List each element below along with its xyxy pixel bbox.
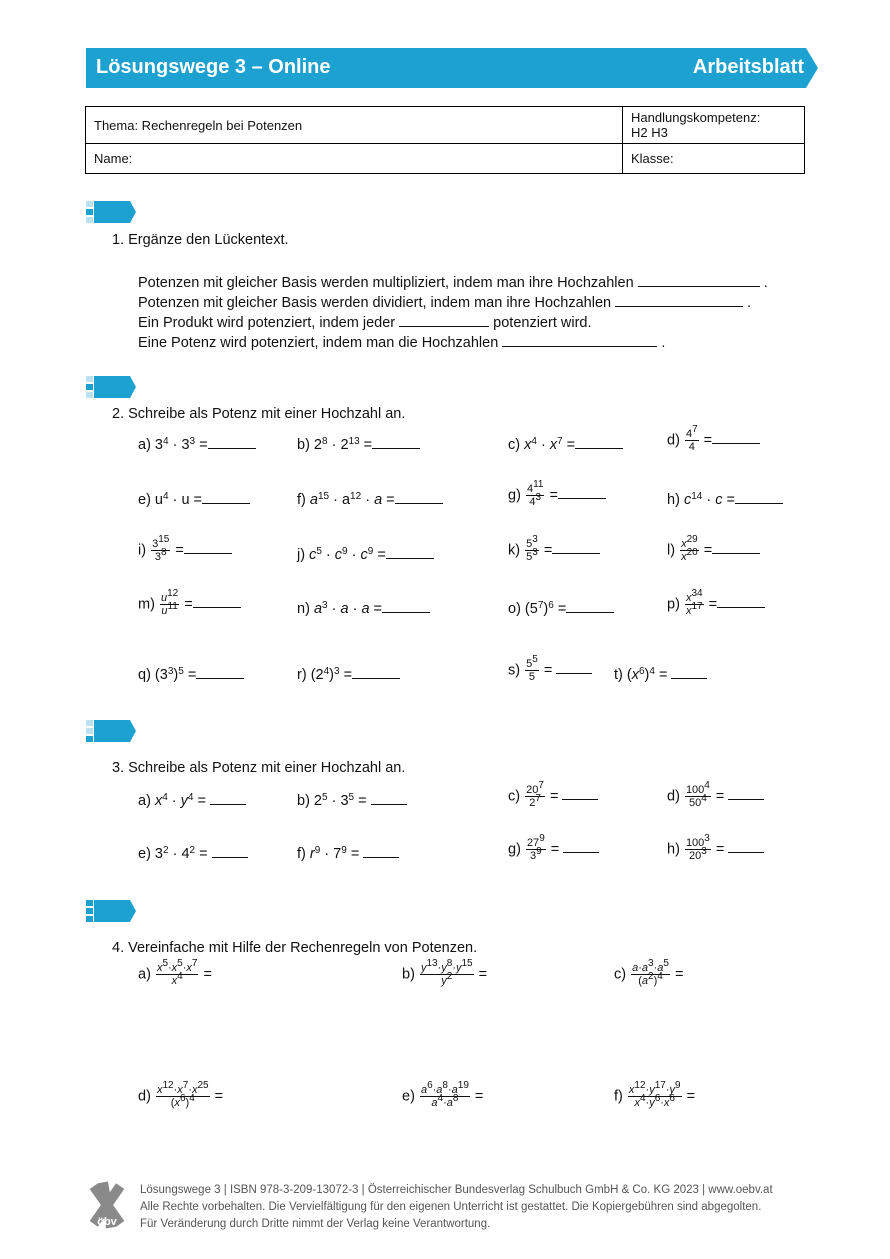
task1-line3-text: Ein Produkt wird potenziert, indem jeder [138, 315, 396, 331]
task2-h: h) $c^{14} \cdot c$ = [667, 489, 783, 508]
oebv-logo [82, 1180, 132, 1230]
section-marker-1 [86, 201, 136, 223]
task2-l: l) $\frac{x^{29}}{x^{20}}$ = [667, 538, 760, 563]
task4-title: 4. Vereinfache mit Hilfe der Rechenregeln von Potenzen. [112, 940, 478, 956]
task1-line4-text: Eine Potenz wird potenziert, indem man die Hochzahlen [138, 335, 499, 351]
task1-line3-end: potenziert wird. [493, 315, 592, 331]
task1-blank3[interactable] [399, 312, 489, 327]
task2-t-blank[interactable] [671, 664, 707, 679]
task2-n: n) $a^3 \cdot a \cdot a$ = [297, 598, 430, 617]
section-marker-2 [86, 376, 136, 398]
task2-q-blank[interactable] [196, 664, 244, 679]
task2-c-blank[interactable] [575, 434, 623, 449]
task3-h-blank[interactable] [728, 838, 764, 853]
task3-c: c) $\frac{20^7}{2^7}$ = [508, 784, 598, 809]
footer [140, 1182, 773, 1233]
task3-e: e) $3^2 \cdot 4^2$ = [138, 843, 248, 862]
task1-title: 1. Ergänze den Lückentext. [112, 232, 289, 248]
task1-line2: Potenzen mit gleicher Basis werden dividiert, indem man ihre Hochzahlen . [138, 292, 751, 311]
task2-c: c) $x^4 \cdot x^7$ = [508, 434, 623, 453]
footer-line3: Für Veränderung durch Dritte nimmt der Verlag keine Verantwortung. [140, 1218, 491, 1230]
task2-i: i) $\frac{3^{15}}{3^8}$ = [138, 538, 232, 563]
task2-p: p) $\frac{x^{34}}{x^{17}}$ = [667, 592, 765, 617]
task2-t: t) $(x^6)^4$ = [614, 664, 707, 683]
kompetenz-label: Handlungskompetenz: [631, 110, 761, 125]
task2-g-blank[interactable] [558, 484, 606, 499]
footer-line1: Lösungswege 3 | ISBN 978-3-209-13072-3 | Österreichischer Bundesverlag Schulbuch GmbH & Co. KG 2023 | www.oebv.at [140, 1184, 773, 1196]
task4-b: b) $\frac{y^{13}\cdot y^8\cdot y^{15}}{y^2}$ = [402, 958, 488, 987]
thema-cell: Thema: Rechenregeln bei Potenzen [86, 107, 623, 144]
task2-i-blank[interactable] [184, 539, 232, 554]
name-field[interactable]: Name: [86, 144, 623, 174]
task1-line1: Potenzen mit gleicher Basis werden multipliziert, indem man ihre Hochzahlen . [138, 272, 768, 291]
task1-blank4[interactable] [502, 332, 657, 347]
task2-o: o) $(5^7)^6$ = [508, 598, 614, 617]
task2-a: a) $3^4 \cdot 3^3$ = [138, 434, 256, 453]
task1-line1-text: Potenzen mit gleicher Basis werden multipliziert, indem man ihre Hochzahlen [138, 275, 634, 291]
task2-n-blank[interactable] [382, 598, 430, 613]
task2-f: f) $a^{15} \cdot a^{12} \cdot a$ = [297, 489, 443, 508]
task3-h: h) $\frac{100^3}{20^3}$ = [667, 837, 764, 862]
task2-k: k) $\frac{5^3}{5^3}$ = [508, 538, 600, 563]
task1-line4: Eine Potenz wird potenziert, indem man die Hochzahlen . [138, 332, 665, 351]
task2-e-blank[interactable] [202, 489, 250, 504]
task2-b-blank[interactable] [372, 434, 420, 449]
task4-e: e) $\frac{a^6\cdot a^8\cdot a^{19}}{a^4\cdot a^8}$ = [402, 1080, 484, 1109]
task2-m: m) $\frac{u^{12}}{u^{11}}$ = [138, 592, 241, 617]
document-type: Arbeitsblatt [692, 56, 804, 78]
task2-k-blank[interactable] [552, 539, 600, 554]
task2-o-blank[interactable] [566, 598, 614, 613]
info-table [85, 106, 805, 174]
task2-f-blank[interactable] [395, 489, 443, 504]
task2-m-blank[interactable] [193, 593, 241, 608]
task2-a-blank[interactable] [208, 434, 256, 449]
task4-c: c) $\frac{a\cdot a^3\cdot a^5}{(a^2)^4}$ = [614, 958, 684, 987]
task2-s-blank[interactable] [556, 659, 592, 674]
task4-d: d) $\frac{x^{12}\cdot x^7\cdot x^{25}}{(x^6)^4}$ = [138, 1080, 224, 1109]
task2-h-blank[interactable] [735, 489, 783, 504]
task2-g: g) $\frac{4^{11}}{4^3}$ = [508, 483, 606, 508]
task3-g-blank[interactable] [563, 838, 599, 853]
task2-r: r) $(2^4)^3$ = [297, 664, 400, 683]
task4-f: f) $\frac{x^{12}\cdot y^{17}\cdot y^9}{x^4\cdot y^6\cdot x^6}$ = [614, 1080, 696, 1109]
task3-a: a) $x^4 \cdot y^4$ = [138, 790, 246, 809]
task2-l-blank[interactable] [712, 539, 760, 554]
task1-blank1[interactable] [638, 272, 760, 287]
task2-title: 2. Schreibe als Potenz mit einer Hochzahl an. [112, 406, 406, 422]
task4-a: a) $\frac{x^5\cdot x^5\cdot x^7}{x^4}$ = [138, 958, 212, 987]
task1-line2-text: Potenzen mit gleicher Basis werden dividiert, indem man ihre Hochzahlen [138, 295, 612, 311]
task2-j: j) $c^5 \cdot c^9 \cdot c^9$ = [297, 544, 434, 563]
task2-d: d) $\frac{4^7}{4}$ = [667, 428, 760, 453]
kompetenz-cell [623, 107, 805, 144]
task3-title: 3. Schreibe als Potenz mit einer Hochzahl an. [112, 760, 406, 776]
task3-b-blank[interactable] [371, 790, 407, 805]
task2-b: b) $2^8 \cdot 2^{13}$ = [297, 434, 420, 453]
section-marker-4 [86, 900, 136, 922]
section-marker-3 [86, 720, 136, 742]
task2-p-blank[interactable] [717, 593, 765, 608]
kompetenz-value: H2 H3 [631, 125, 668, 140]
task3-g: g) $\frac{27^9}{3^9}$ = [508, 837, 599, 862]
task2-r-blank[interactable] [352, 664, 400, 679]
task3-f-blank[interactable] [363, 843, 399, 858]
footer-line2: Alle Rechte vorbehalten. Die Vervielfältigung für den eigenen Unterricht ist gestattet. Die Kopiergebühren sind abgegolten. [140, 1201, 762, 1213]
task2-e: e) $u^4 \cdot u$ = [138, 489, 250, 508]
task3-e-blank[interactable] [212, 843, 248, 858]
task2-j-blank[interactable] [386, 544, 434, 559]
header-banner-tip [806, 48, 818, 88]
task3-d: d) $\frac{100^4}{50^4}$ = [667, 784, 764, 809]
task1-line3 [138, 312, 592, 331]
page-title: Lösungswege 3 – Online [96, 56, 331, 78]
task2-q: q) $(3^3)^5$ = [138, 664, 244, 683]
task3-c-blank[interactable] [562, 785, 598, 800]
task3-b: b) $2^5 \cdot 3^5$ = [297, 790, 407, 809]
task1-blank2[interactable] [615, 292, 743, 307]
klasse-field[interactable]: Klasse: [623, 144, 805, 174]
task3-d-blank[interactable] [728, 785, 764, 800]
task3-a-blank[interactable] [210, 790, 246, 805]
task2-s: s) $\frac{5^5}{5}$ = [508, 658, 592, 683]
logo-text: öbv [97, 1216, 117, 1228]
task2-d-blank[interactable] [712, 429, 760, 444]
task3-f: f) $r^9 \cdot 7^9$ = [297, 843, 399, 862]
